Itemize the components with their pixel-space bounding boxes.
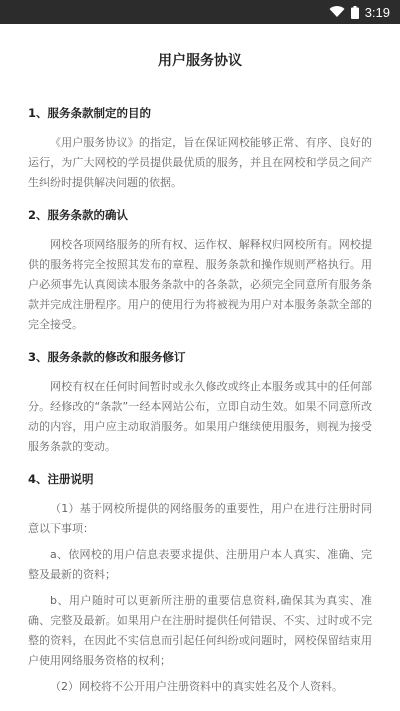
status-right — [329, 0, 390, 24]
section-paragraph: 网校有权在任何时间暂时或永久修改或终止本服务或其中的任何部分。经修改的“条款”一经本网站公布，立即自动生效。如果不同意所改动的内容，用户应主动取消服务。如果用户继续使用服务，则视为接受服务条款的变动。 — [28, 380, 372, 453]
status-time: 3:19 — [364, 4, 390, 20]
section-heading: 3、服务条款的修改和服务修订 — [28, 350, 186, 364]
section-heading: 4、注册说明 — [28, 472, 94, 486]
list-item: b、用户随时可以更新所注册的重要信息资料,确保其为真实、准确、完整及最新。如果用户在注册时提供任何错误、不实、过时或不完整的资料，在因此不实信息而引起任何纠纷或问题时，网校保留结束用户使用网络服务资格的权利； — [28, 594, 372, 667]
status-bar — [0, 0, 400, 24]
section-heading: 2、服务条款的确认 — [28, 208, 129, 222]
battery-icon — [351, 6, 359, 19]
section-paragraph: 网校各项网络服务的所有权、运作权、解释权归网校所有。网校提供的服务将完全按照其发布的章程、服务条款和操作规则严格执行。用户必须事先认真阅读本服务条款中的各条款，必须完全同意所有服务条款并完成注册程序。用户的使用行为将被视为用户对本服务条款全部的完全接受。 — [28, 238, 372, 331]
section-heading: 1、服务条款制定的目的 — [28, 106, 152, 120]
agreement-content — [28, 105, 372, 711]
section-registration — [28, 471, 372, 697]
page-title: 用户服务协议 — [158, 53, 242, 69]
wifi-icon — [329, 6, 345, 18]
section-intro: （1）基于网校所提供的网络服务的重要性，用户在进行注册时同意以下事项： — [28, 502, 372, 535]
section-paragraph: 《用户服务协议》的指定，旨在保证网校能够正常、有序、良好的运行，为广大网校的学员提供最优质的服务，并且在网校和学员之间产生纠纷时提供解决问题的依据。 — [28, 136, 372, 189]
section-modification — [28, 349, 372, 457]
section-purpose — [28, 105, 372, 193]
section-confirmation — [28, 207, 372, 335]
list-item: a、依网校的用户信息表要求提供、注册用户本人真实、准确、完整及最新的资料； — [28, 548, 372, 581]
section-trailing: （2）网校将不公开用户注册资料中的真实姓名及个人资料。 — [50, 680, 343, 693]
